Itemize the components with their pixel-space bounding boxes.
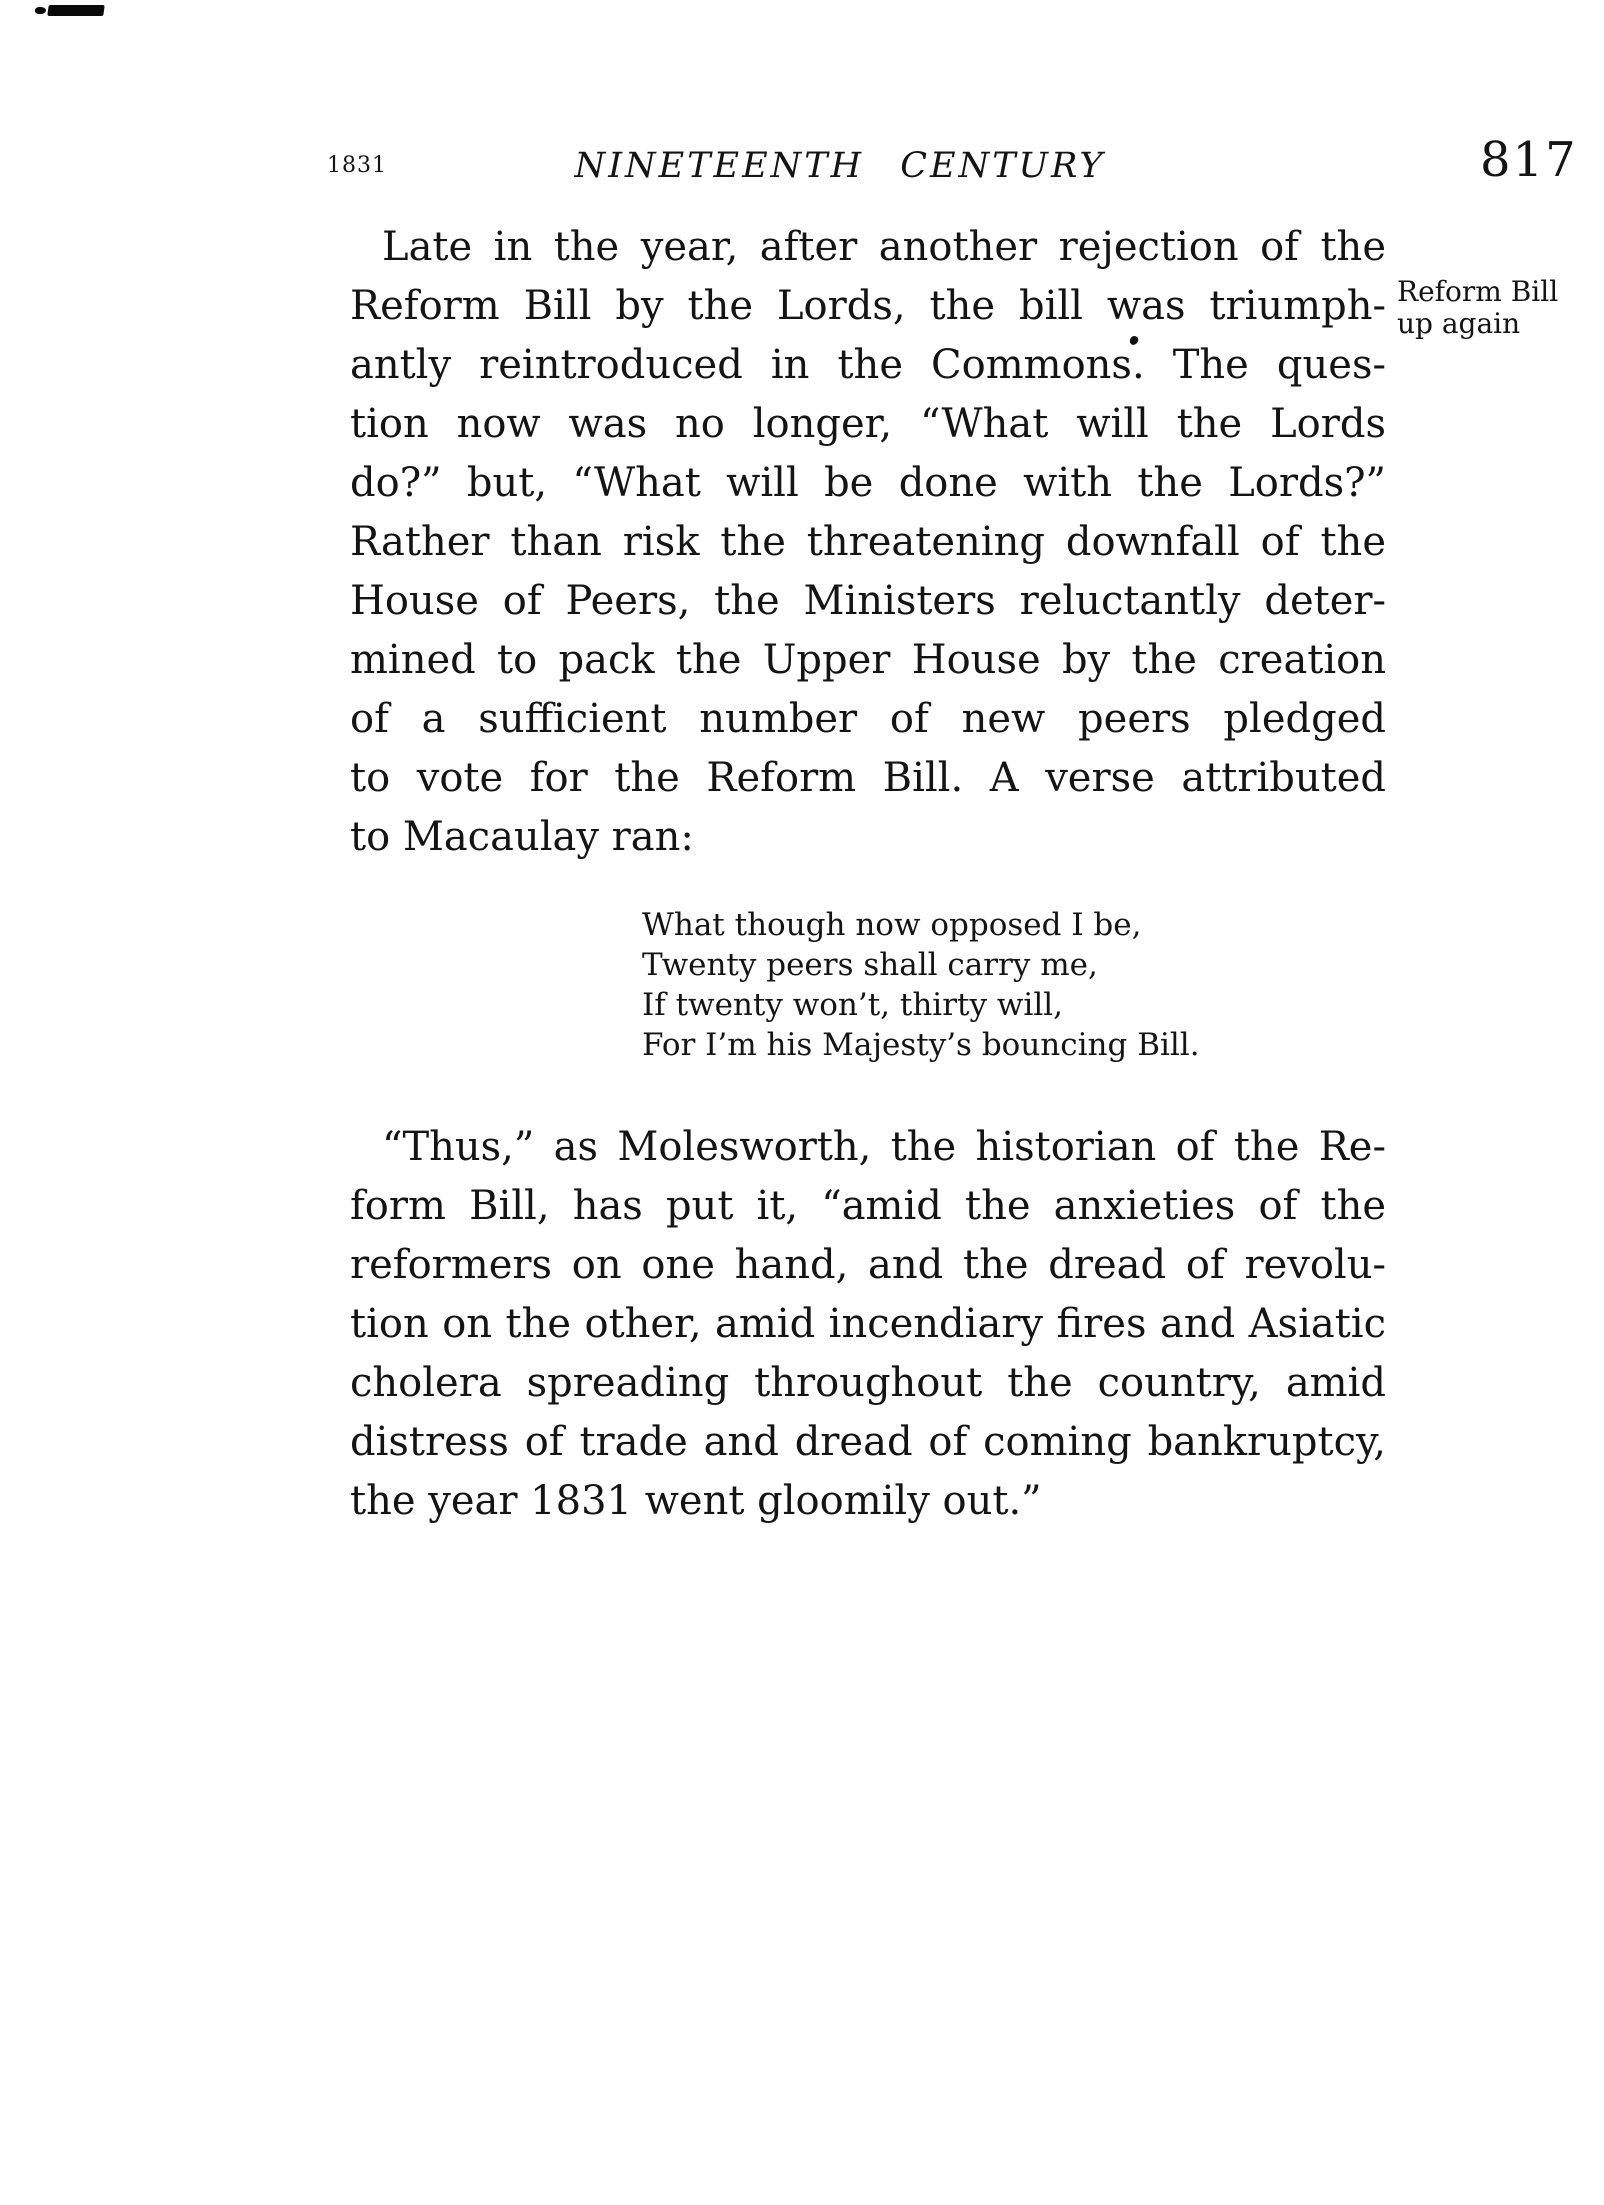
text-line: to Macaulay ran: xyxy=(350,814,694,860)
margin-note-line: up again xyxy=(1397,307,1521,340)
text-line: cholera spreading throughout the country, amid xyxy=(350,1360,1386,1406)
paragraph-1 xyxy=(350,218,1386,867)
text-line: distress of trade and dread of coming bankruptcy, xyxy=(350,1419,1386,1465)
text-line: the year 1831 went gloomily out.” xyxy=(350,1478,1042,1524)
verse-line: Twenty peers shall carry me, xyxy=(642,947,1098,983)
text-line: antly reintroduced in the Commons. The ques- xyxy=(350,342,1386,388)
text-line: Late in the year, after another rejection of the xyxy=(382,224,1386,270)
text-line: form Bill, has put it, “amid the anxieties of the xyxy=(350,1183,1386,1229)
paragraph-2 xyxy=(350,1118,1386,1531)
ink-smudge-artifact xyxy=(47,5,105,16)
page-number: 817 xyxy=(1480,132,1578,188)
text-line: mined to pack the Upper House by the creation xyxy=(350,637,1386,683)
text-line: of a sufficient number of new peers pledged xyxy=(350,696,1386,742)
margin-note xyxy=(1397,276,1587,340)
text-line: tion on the other, amid incendiary fires and Asiatic xyxy=(350,1301,1386,1347)
text-line: Reform Bill by the Lords, the bill was triumph- xyxy=(350,283,1386,329)
verse-block xyxy=(642,905,1242,1065)
margin-note-line: Reform Bill xyxy=(1397,275,1559,308)
text-line: to vote for the Reform Bill. A verse attributed xyxy=(350,755,1386,801)
text-line: House of Peers, the Ministers reluctantly deter- xyxy=(350,578,1386,624)
text-line: tion now was no longer, “What will the Lords xyxy=(350,401,1386,447)
verse-line: What though now opposed I be, xyxy=(642,907,1142,943)
text-line: reformers on one hand, and the dread of revolu- xyxy=(350,1242,1386,1288)
text-line: do?” but, “What will be done with the Lords?” xyxy=(350,460,1386,506)
running-head-year: 1831 xyxy=(327,153,387,178)
verse-line: For I’m his Majesty’s bouncing Bill. xyxy=(642,1027,1200,1063)
running-head-title: NINETEENTH CENTURY xyxy=(574,146,1106,186)
verse-line: If twenty won’t, thirty will, xyxy=(642,987,1063,1023)
text-line: “Thus,” as Molesworth, the historian of the Re- xyxy=(382,1124,1386,1170)
text-line: Rather than risk the threatening downfall of the xyxy=(350,519,1386,565)
